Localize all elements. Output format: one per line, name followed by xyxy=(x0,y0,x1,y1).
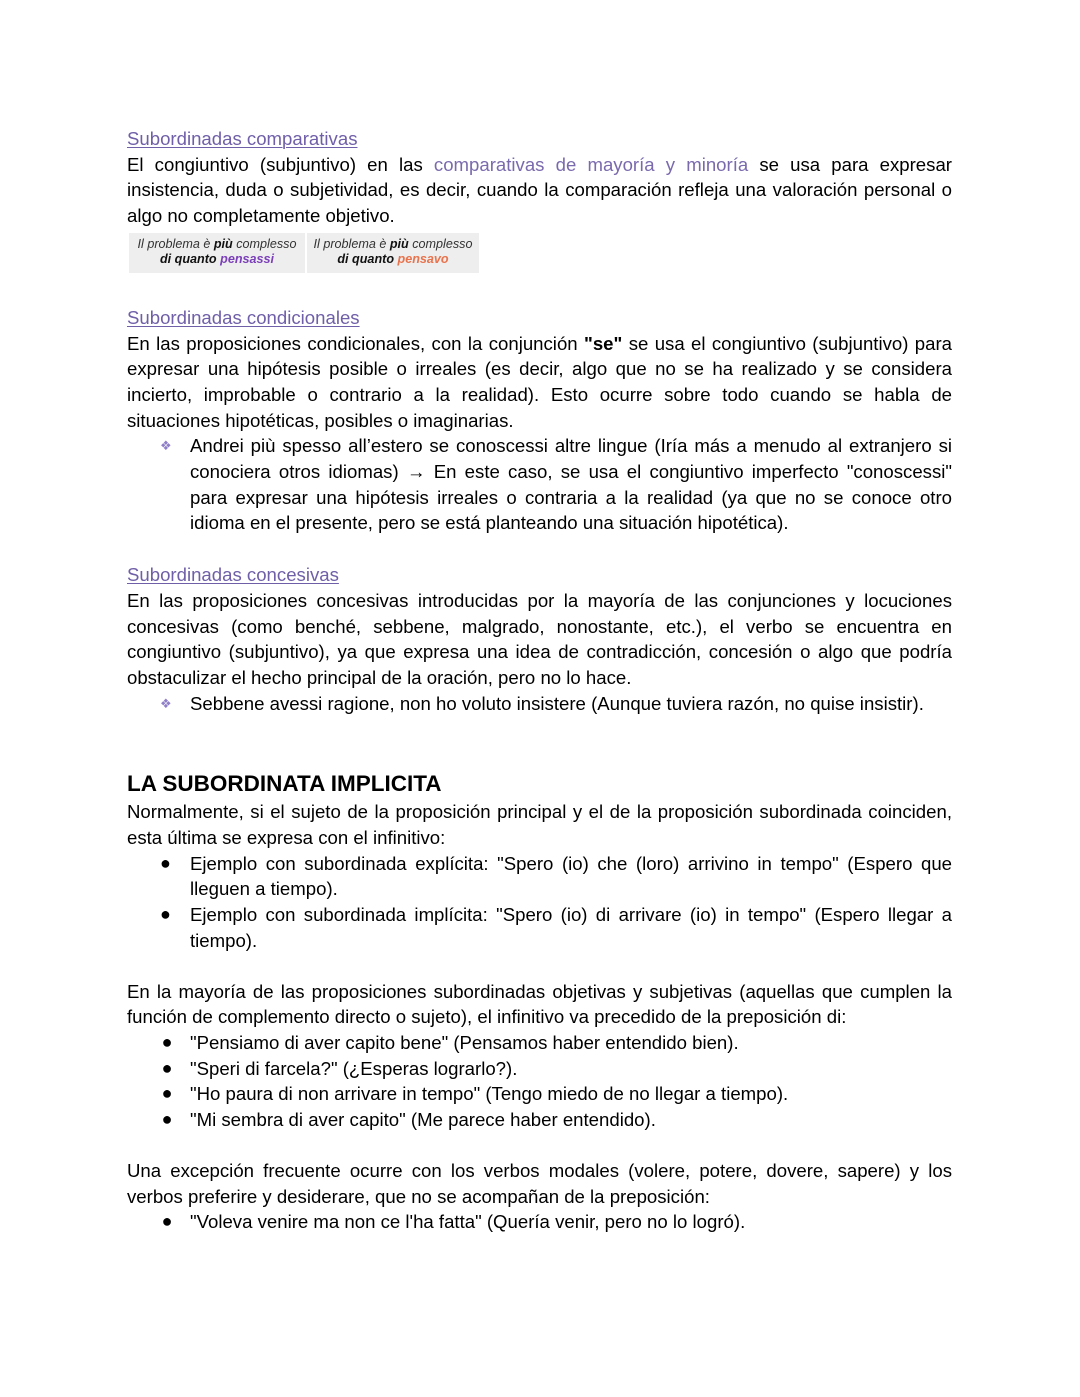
condicionales-text-after: se usa el congiuntivo (subjuntivo) para expresar una hipótesis posible o irreales (es decir, algo que no se ha realizado y se considera incierto, improbable o contrario a la realidad). Esto ocurre sobre todo cuando se habla de situaciones hipotéticas, posibles o imaginarias. xyxy=(127,332,953,431)
spacer xyxy=(127,716,952,769)
comparativas-example-table xyxy=(129,233,479,273)
example-text: complesso xyxy=(408,236,473,251)
di-examples-list xyxy=(127,1030,952,1133)
section-condicionales xyxy=(127,305,952,536)
list-item xyxy=(127,902,952,953)
example-cell-indicative xyxy=(307,233,479,273)
example-text: Il problema è xyxy=(313,236,390,251)
example-line-2 xyxy=(307,252,479,268)
bullet-dot-icon: ● xyxy=(160,904,171,925)
condicionales-text-before: En las proposiciones condicionales, con la conjunción xyxy=(127,332,584,354)
conjunction-se: "se" xyxy=(584,332,623,354)
comparativas-text-before: El congiuntivo (subjuntivo) en las xyxy=(127,153,434,175)
example-cell-subjunctive xyxy=(129,233,307,273)
bullet-dot-icon: ● xyxy=(161,1057,173,1078)
list-item-text: Andrei più spesso all’estero se conoscessi altre lingue (Iría más a menudo al extranjero si conociera otros idiomas) → En este caso, se usa el congiuntivo imperfecto "conoscessi" para expresar una hipótesis irreales o contraria a la realidad (ya que no se conoce otro idioma en el presente, pero se está planteando una situación hipotética). xyxy=(190,435,952,534)
comparativas-accent-text: comparativas de mayoría y minoría xyxy=(433,153,749,175)
bullet-dot-icon: ● xyxy=(161,1031,173,1052)
list-item xyxy=(127,851,952,902)
implicita-examples-list xyxy=(127,851,952,954)
verb-pensassi: pensassi xyxy=(220,252,275,267)
list-item xyxy=(127,1107,952,1133)
section-comparativas xyxy=(127,126,952,273)
list-item-text: Ejemplo con subordinada explícita: "Spero (io) che (loro) arrivino in tempo" (Espero que lleguen a tiempo). xyxy=(190,852,952,900)
list-item xyxy=(127,1030,952,1056)
example-bold: di quanto xyxy=(337,252,398,267)
comparativas-text-after: se usa para expresar insistencia, duda o subjetividad, es decir, cuando la comparación refleja una valoración personal o algo no completamente objetivo. xyxy=(127,153,952,227)
example-bold: di quanto xyxy=(159,252,221,267)
comparativas-paragraph xyxy=(127,152,952,229)
list-item-text: "Voleva venire ma non ce l'ha fatta" (Quería venir, pero no lo logró). xyxy=(190,1211,746,1233)
list-item xyxy=(127,691,952,717)
link-subordinadas-condicionales[interactable]: Subordinadas condicionales xyxy=(127,306,360,328)
example-text: complesso xyxy=(232,236,297,251)
example-bold: più xyxy=(389,236,409,251)
document-page xyxy=(127,126,952,1235)
example-line-1 xyxy=(307,237,479,253)
spacer xyxy=(127,536,952,562)
link-subordinadas-concesivas[interactable]: Subordinadas concesivas xyxy=(127,564,339,586)
list-item-text: "Ho paura di non arrivare in tempo" (Tengo miedo de no llegar a tiempo). xyxy=(190,1083,789,1105)
list-item-text: "Speri di farcela?" (¿Esperas lograrlo?). xyxy=(190,1057,518,1079)
heading-subordinata-implicita: LA SUBORDINATA IMPLICITA xyxy=(127,771,442,797)
list-item xyxy=(127,1081,952,1107)
diamond-bullet-icon: ❖ xyxy=(160,438,172,454)
concesivas-bullet-list xyxy=(127,691,952,717)
verb-pensavo: pensavo xyxy=(397,252,449,267)
bullet-dot-icon: ● xyxy=(161,1211,173,1232)
spacer xyxy=(127,1133,952,1158)
implicita-di-paragraph: En la mayoría de las proposiciones subordinadas objetivas y subjetivas (aquellas que cumplen la función de complemento directo o sujeto), el infinitivo va precedido de la preposición di: xyxy=(127,980,952,1028)
spacer xyxy=(127,954,952,979)
section-subordinata-implicita xyxy=(127,769,952,1235)
section-concesivas xyxy=(127,562,952,716)
example-line-1 xyxy=(129,237,305,253)
implicita-intro: Normalmente, si el sujeto de la proposición principal y el de la proposición subordinada coinciden, esta última se expresa con el infinitivo: xyxy=(127,801,952,849)
bullet-dot-icon: ● xyxy=(161,1083,173,1104)
list-item xyxy=(127,1056,952,1082)
bullet-dot-icon: ● xyxy=(161,1109,173,1130)
implicita-modal-paragraph: Una excepción frecuente ocurre con los verbos modales (volere, potere, dovere, sapere) y los verbos preferire y desiderare, que no se acompañan de la preposición: xyxy=(127,1159,952,1207)
condicionales-bullet-list xyxy=(127,433,952,536)
modal-examples-list xyxy=(127,1209,952,1235)
example-text: Il problema è xyxy=(137,236,214,251)
example-bold: più xyxy=(213,236,233,251)
diamond-bullet-icon: ❖ xyxy=(160,695,172,711)
list-item-text: "Mi sembra di aver capito" (Me parece haber entendido). xyxy=(190,1109,656,1131)
link-subordinadas-comparativas[interactable]: Subordinadas comparativas xyxy=(127,128,358,149)
spacer xyxy=(127,273,952,305)
example-line-2 xyxy=(129,252,305,268)
list-item-text: Sebbene avessi ragione, non ho voluto insistere (Aunque tuviera razón, no quise insistir). xyxy=(190,692,924,714)
concesivas-paragraph: En las proposiciones concesivas introducidas por la mayoría de las conjunciones y locuciones concesivas (como benché, sebbene, malgrado, nonostante, etc.), el verbo se encuentra en congiuntivo (subjuntivo), ya que expresa una idea de contradicción, concesión o algo que podría obstaculizar el hecho principal de la oración, pero no lo hace. xyxy=(127,589,952,688)
condicionales-paragraph xyxy=(127,331,952,434)
list-item xyxy=(127,433,952,536)
list-item xyxy=(127,1209,952,1235)
list-item-text: "Pensiamo di aver capito bene" (Pensamos haber entendido bien). xyxy=(190,1031,739,1053)
bullet-dot-icon: ● xyxy=(160,852,171,873)
list-item-text: Ejemplo con subordinada implícita: "Spero (io) di arrivare (io) in tempo" (Espero llegar a tiempo). xyxy=(190,904,952,951)
